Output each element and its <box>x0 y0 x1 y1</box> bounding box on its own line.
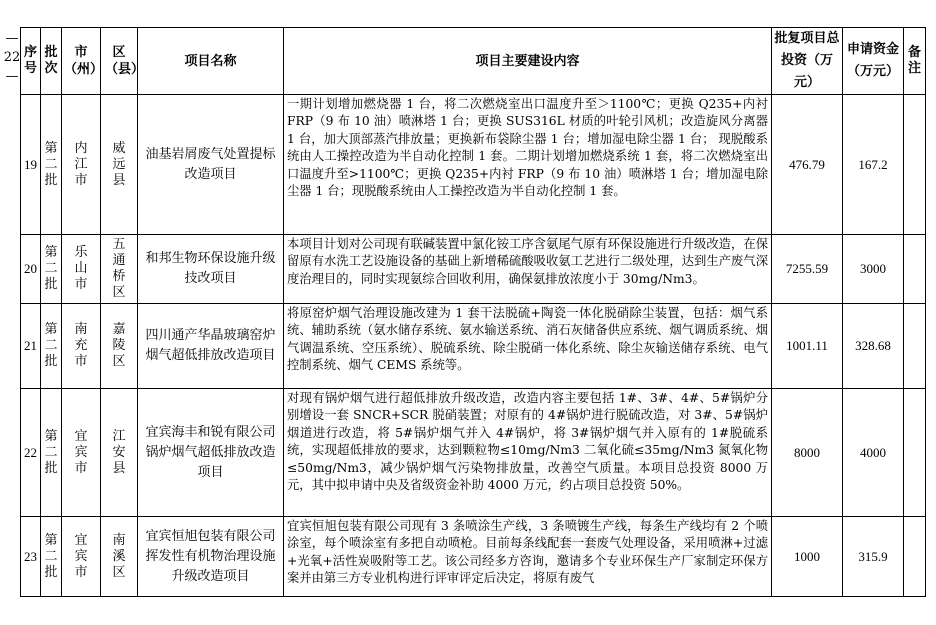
row-city: 内江市 <box>62 95 101 235</box>
row-investment: 1000 <box>772 517 843 597</box>
row-project-name: 和邦生物环保设施升级技改项目 <box>138 235 284 304</box>
row-city: 宜宾市 <box>62 517 101 597</box>
row-funds: 328.68 <box>843 304 904 389</box>
page-number-dash-bottom: — <box>5 69 19 84</box>
project-table <box>20 27 926 597</box>
table-row <box>21 517 926 597</box>
row-project-name: 四川通产华晶玻璃窑炉烟气超低排放改造项目 <box>138 304 284 389</box>
row-funds: 315.9 <box>843 517 904 597</box>
row-batch: 第二批 <box>41 95 62 235</box>
table-row <box>21 304 926 389</box>
page-number-dash-top: — <box>5 31 19 46</box>
header-project: 项目名称 <box>138 28 284 95</box>
row-remark <box>904 304 926 389</box>
table-row <box>21 389 926 517</box>
row-funds: 167.2 <box>843 95 904 235</box>
header-content: 项目主要建设内容 <box>284 28 772 95</box>
row-county: 江安县 <box>101 389 138 517</box>
row-county: 嘉陵区 <box>101 304 138 389</box>
row-no: 22 <box>21 389 41 517</box>
page-number <box>2 32 22 122</box>
row-content: 本项目计划对公司现有联碱装置中氯化铵工序含氨尾气原有环保设施进行升级改造，在保留原有水洗工艺设施设备的基础上新增稀硫酸吸收氨工艺进行二级处理，达到生产废气深度治理目的，同时实现氨综合回收利用，确保氨排放浓度小于 30mg/Nm3。 <box>284 235 772 304</box>
header-investment: 批复项目总投资（万元） <box>772 28 843 95</box>
header-no: 序号 <box>21 28 41 95</box>
row-content: 宜宾恒旭包装有限公司现有 3 条喷涂生产线，3 条喷镀生产线，每条生产线均有 2 个喷涂室，每个喷涂室有多把自动喷枪。目前每条线配套一套废气处理设备，采用喷淋+过滤+光氧+活性炭吸附等工艺。该公司经多方咨询，邀请多个专业环保生产厂家制定环保方案并由第三方专业机构进行评审评定后决定，将原有废气 <box>284 517 772 597</box>
row-city: 宜宾市 <box>62 389 101 517</box>
row-no: 21 <box>21 304 41 389</box>
row-content: 将原窑炉烟气治理设施改建为 1 套干法脱硫+陶瓷一体化脱硝除尘装置，包括：烟气系统、辅助系统（氨水储存系统、氨水输送系统、消石灰储备供应系统、烟气调质系统、烟气调温系统、空压系统）、脱硫系统、除尘脱硝一体化系统、除尘灰输送储存系统、电气控制系统、烟气 CEMS 系统等。 <box>284 304 772 389</box>
header-batch: 批次 <box>41 28 62 95</box>
row-no: 23 <box>21 517 41 597</box>
header-remark: 备注 <box>904 28 926 95</box>
row-remark <box>904 95 926 235</box>
row-remark <box>904 389 926 517</box>
row-project-name: 宜宾恒旭包装有限公司挥发性有机物治理设施升级改造项目 <box>138 517 284 597</box>
row-batch: 第二批 <box>41 304 62 389</box>
table-row <box>21 235 926 304</box>
row-project-name: 宜宾海丰和锐有限公司锅炉烟气超低排放改造项目 <box>138 389 284 517</box>
row-funds: 4000 <box>843 389 904 517</box>
row-funds: 3000 <box>843 235 904 304</box>
row-city: 南充市 <box>62 304 101 389</box>
row-investment: 476.79 <box>772 95 843 235</box>
row-project-name: 油基岩屑废气处置提标改造项目 <box>138 95 284 235</box>
row-batch: 第二批 <box>41 235 62 304</box>
header-funds: 申请资金（万元） <box>843 28 904 95</box>
page-number-value: 22 <box>3 50 21 65</box>
row-county: 五通桥区 <box>101 235 138 304</box>
row-investment: 7255.59 <box>772 235 843 304</box>
header-county: 区（县） <box>101 28 138 95</box>
row-content: 对现有锅炉烟气进行超低排放升级改造，改造内容主要包括 1#、3#、4#、5#锅炉分别增设一套 SNCR+SCR 脱硝装置；对原有的 4#锅炉进行脱硫改造，对 3#、5#锅炉烟道进行改造，将 5#锅炉烟气并入 4#锅炉，将 3#锅炉烟气并入原有的 1#脱硫系统，实现超低排放的要求，达到颗粒物≤10mg/Nm3 二氧化硫≤35mg/Nm3 氮氧化物≤50mg/Nm3，减少锅炉烟气污染物排放量，改善空气质量。本项目总投资 8000 万元，其中拟申请中央及省级资金补助 4000 万元，约占项目总投资 50%。 <box>284 389 772 517</box>
header-row <box>21 28 926 95</box>
row-batch: 第二批 <box>41 389 62 517</box>
row-content: 一期计划增加燃烧器 1 台，将二次燃烧室出口温度升至＞1100℃；更换 Q235+内衬 FRP（9 布 10 油）喷淋塔 1 台；更换 SUS316L 材质的叶轮引风机；改造旋风分离器 1 台，加大顶部蒸汽排放量；更换新布袋除尘器 1 台；增加湿电除尘器 1 台； 现脱酸系统由人工操控改造为半自动化控制 1 套。二期计划增加燃烧系统 1 套，将二次燃烧室出口温度升至>1100℃；更换 Q235+内衬 FRP（9 布 10 油）喷淋塔 1 台；增加湿电除尘器 1 台；现脱酸系统由人工操控改造为半自动化控制 1 套。 <box>284 95 772 235</box>
row-county: 威远县 <box>101 95 138 235</box>
row-investment: 1001.11 <box>772 304 843 389</box>
row-batch: 第二批 <box>41 517 62 597</box>
header-city: 市（州） <box>62 28 101 95</box>
row-remark <box>904 517 926 597</box>
row-investment: 8000 <box>772 389 843 517</box>
row-city: 乐山市 <box>62 235 101 304</box>
row-no: 20 <box>21 235 41 304</box>
row-no: 19 <box>21 95 41 235</box>
table-row <box>21 95 926 235</box>
row-remark <box>904 235 926 304</box>
row-county: 南溪区 <box>101 517 138 597</box>
